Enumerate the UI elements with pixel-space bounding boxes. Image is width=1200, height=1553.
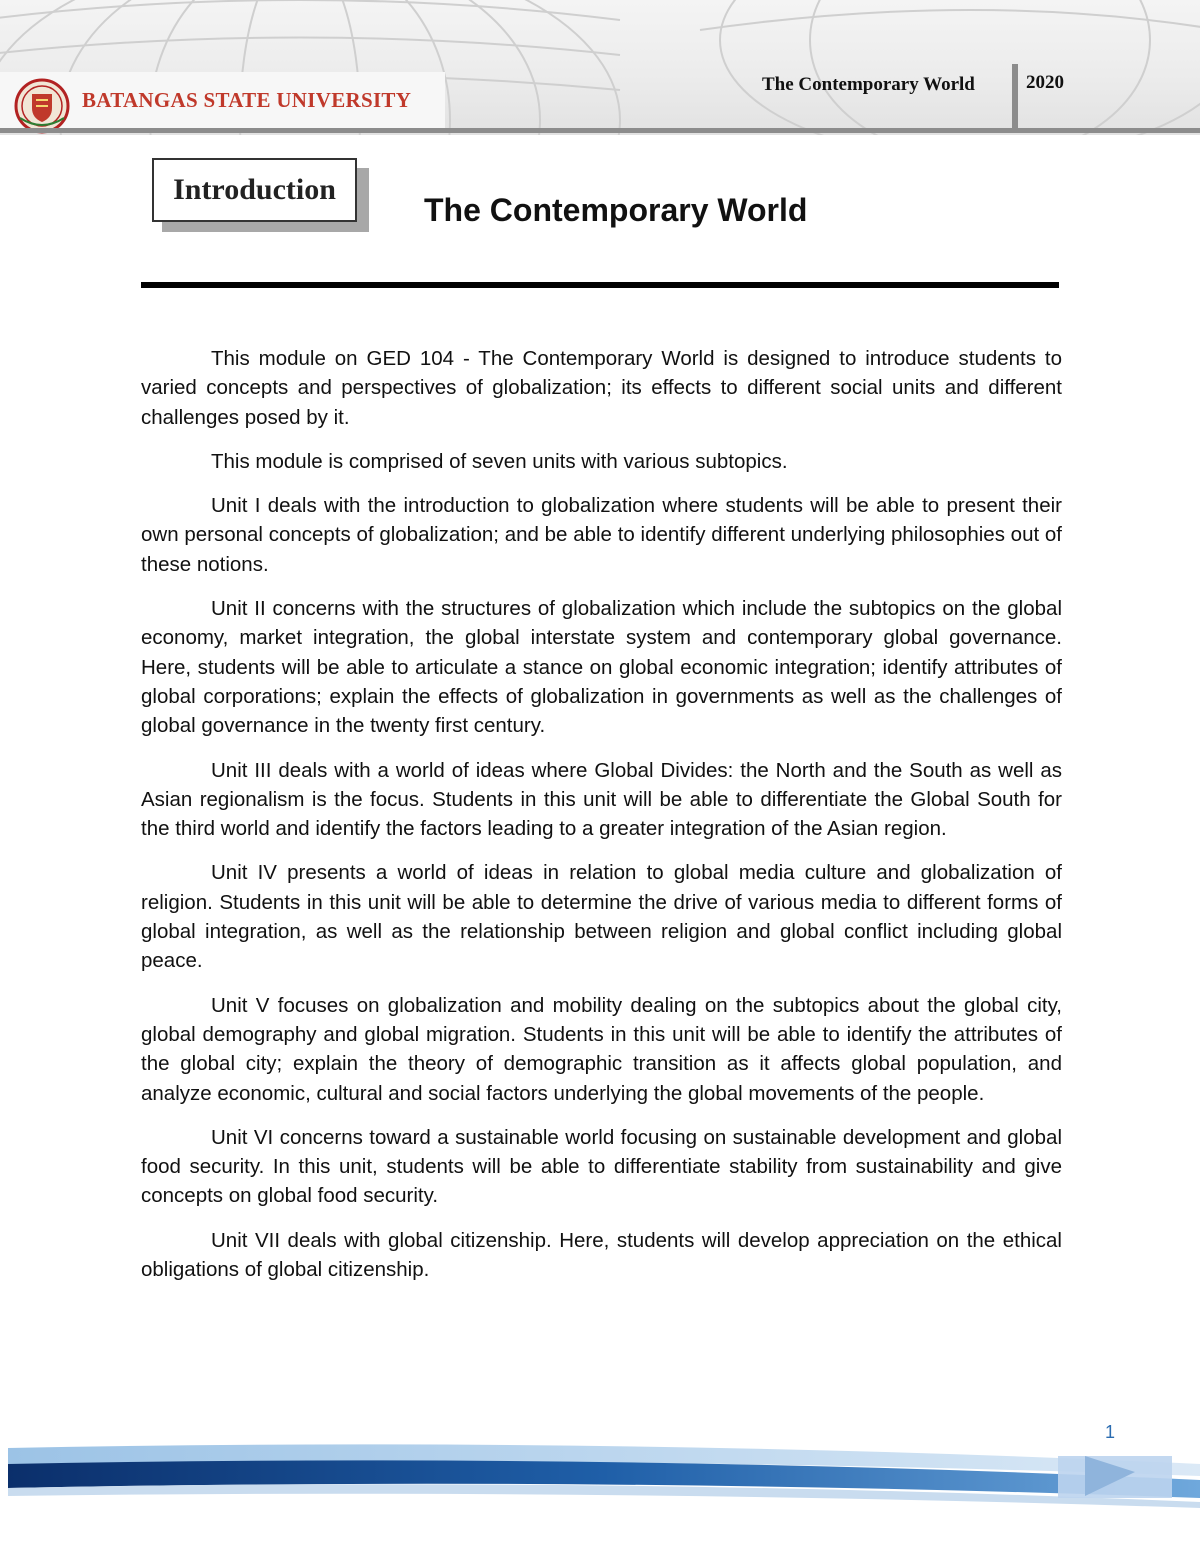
page-header xyxy=(0,0,1200,135)
section-label-box xyxy=(152,158,357,222)
header-divider xyxy=(1012,64,1018,130)
header-year: 2020 xyxy=(1026,72,1064,93)
unit-1-paragraph: Unit I deals with the introduction to globalization where students will be able to present their own personal concepts of globalization; and be able to identify different underlying philosophies out of these notions. xyxy=(141,494,1062,576)
unit-5-paragraph: Unit V focuses on globalization and mobility dealing on the subtopics about the global city, global demography and global migration. Students in this unit will be able to identify the attributes of the global city; explain the theory of demographic transition as it affects global population, and analyze economic, cultural and social factors underlying the global movements of the people. xyxy=(141,993,1062,1105)
unit-2-paragraph: Unit II concerns with the structures of globalization which include the subtopics on the global economy, market integration, the global interstate system and contemporary global governance. Here, students will be able to articulate a stance on global economic integration; identify attributes of global corporations; explain the effects of globalization in governments as well as the challenges of global governance in the twenty first century. xyxy=(141,597,1062,738)
title-rule xyxy=(141,282,1059,288)
overview-paragraph: This module is comprised of seven units with various subtopics. xyxy=(211,449,788,473)
page-title: The Contemporary World xyxy=(424,192,808,228)
header-rule xyxy=(0,128,1200,133)
footer-swoosh-graphic xyxy=(0,1436,1200,1553)
university-seal-icon xyxy=(6,78,76,134)
body-content xyxy=(141,344,1062,1299)
university-name: BATANGAS STATE UNIVERSITY xyxy=(82,88,412,112)
unit-6-paragraph: Unit VI concerns toward a sustainable world focusing on sustainable development and global food security. In this unit, students will be able to differentiate stability from sustainability and give concepts on global food security. xyxy=(141,1125,1062,1208)
section-label: Introduction xyxy=(173,173,336,206)
running-title: The Contemporary World xyxy=(762,74,975,95)
unit-4-paragraph: Unit IV presents a world of ideas in relation to global media culture and globalization of religion. Students in this unit will be able to determine the drive of various media to different forms of global integration, as well as the relationship between religion and global conflict including global peace. xyxy=(141,861,1062,973)
unit-7-paragraph: Unit VII deals with global citizenship. Here, students will develop appreciation on the ethical obligations of global citizenship. xyxy=(141,1228,1062,1282)
unit-3-paragraph: Unit III deals with a world of ideas where Global Divides: the North and the South as well as Asian regionalism is the focus. Students in this unit will be able to differentiate the Global South for the third world and identify the factors leading to a greater integration of the Asian region. xyxy=(141,758,1062,841)
page-number: 1 xyxy=(1105,1422,1116,1442)
intro-paragraph: This module on GED 104 - The Contemporary World is designed to introduce students to varied concepts and perspectives of globalization; its effects to different social units and different challenges posed by it. xyxy=(141,347,1062,429)
